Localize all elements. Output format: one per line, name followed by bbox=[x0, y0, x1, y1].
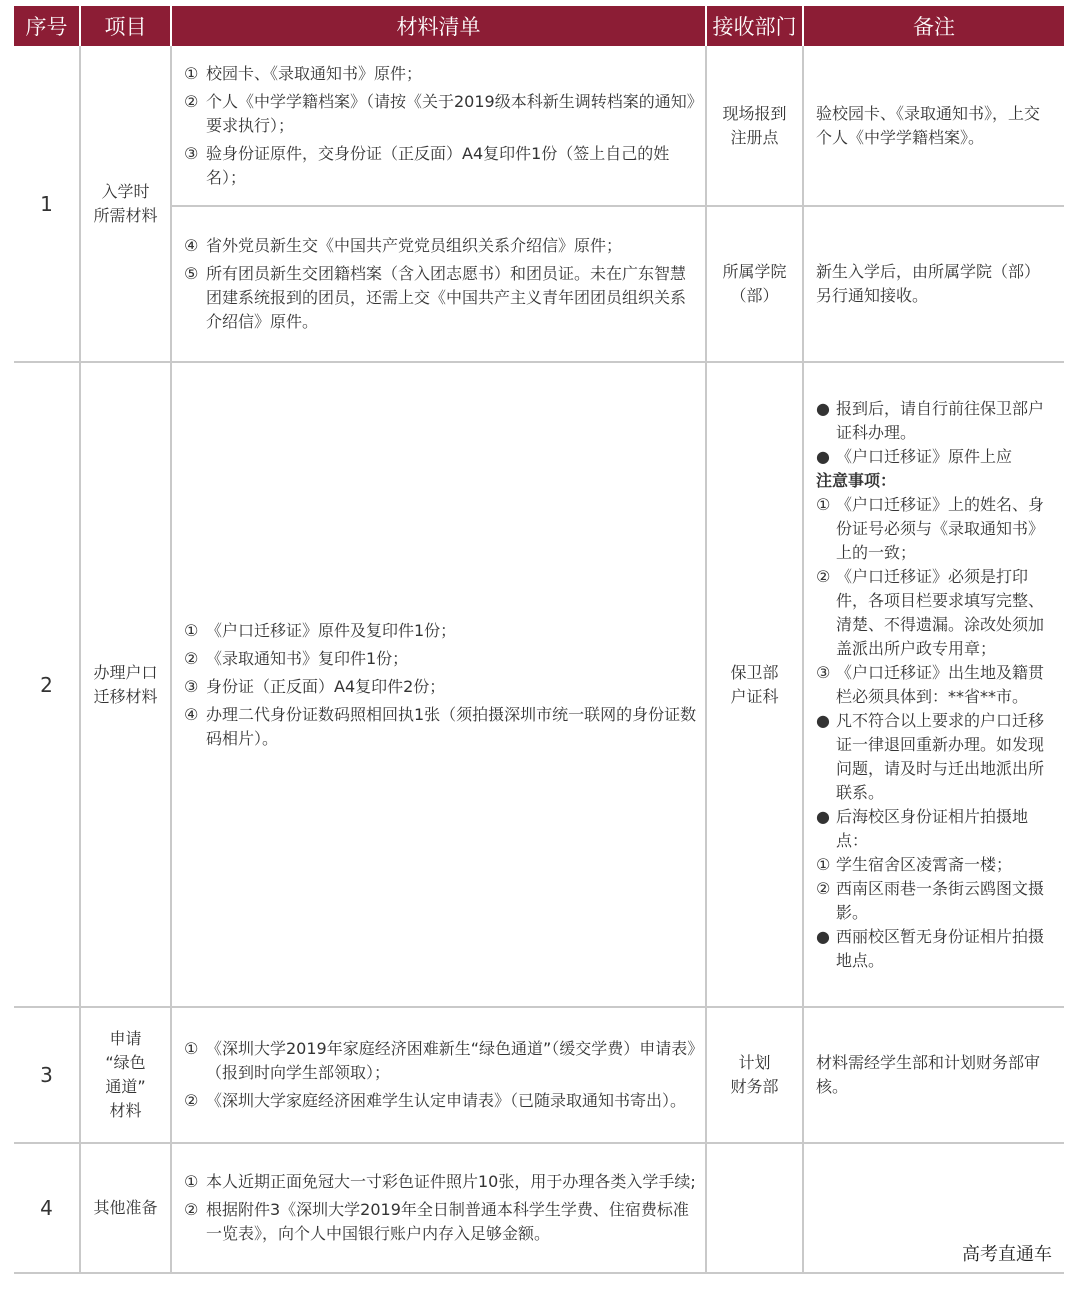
notes-cell bbox=[803, 362, 1064, 1007]
note-item: ② 西南区雨巷一条街云鸥图文摄影。 bbox=[816, 878, 1045, 922]
table-row bbox=[14, 46, 1064, 206]
table-row bbox=[14, 1007, 1064, 1143]
row-item: 其他准备 bbox=[80, 1143, 171, 1273]
row-index: 1 bbox=[14, 46, 80, 362]
notes-cell: 验校园卡、《录取通知书》，上交个人《中学学籍档案》。 bbox=[803, 46, 1064, 206]
note-item: ● 西丽校区暂无身份证相片拍摄地点。 bbox=[816, 926, 1045, 970]
materials-cell bbox=[171, 362, 706, 1007]
table-row bbox=[14, 362, 1064, 1007]
materials-table bbox=[14, 6, 1064, 1274]
note-item: ● 凡不符合以上要求的户口迁移证一律退回重新办理。如发现问题，请及时与迁出地派出所联系。 bbox=[816, 710, 1045, 802]
department-cell: 保卫部 户证科 bbox=[706, 362, 803, 1007]
notes-cell: 材料需经学生部和计划财务部审核。 bbox=[803, 1007, 1064, 1143]
list-item: ③ 身份证（正反面）A4复印件2份； bbox=[184, 676, 446, 696]
list-item: ① 《深圳大学2019年家庭经济困难新生“绿色通道”（缓交学费）申请表》（报到时向学生部领取）； bbox=[184, 1039, 696, 1082]
row-item: 入学时 所需材料 bbox=[80, 46, 171, 362]
list-item: ② 个人《中学学籍档案》（请按《关于2019级本科新生调转档案的通知》要求执行）； bbox=[184, 91, 695, 135]
note-item: ③ 《户口迁移证》出生地及籍贯栏必须具体到：**省**市。 bbox=[816, 662, 1045, 706]
department-cell bbox=[706, 1143, 803, 1273]
list-item: ② 根据附件3《深圳大学2019年全日制普通本科学生学费、住宿费标准一览表》，向个人中国银行账户内存入足够金额。 bbox=[184, 1200, 689, 1243]
note-item: ① 学生宿舍区凌霄斋一楼； bbox=[816, 854, 1013, 874]
list-item: ① 校园卡、《录取通知书》原件； bbox=[184, 63, 423, 83]
row-index: 2 bbox=[14, 362, 80, 1007]
materials-cell bbox=[171, 1143, 706, 1273]
row-item: 申请 “绿色 通道” 材料 bbox=[80, 1007, 171, 1143]
watermark-text: 高考直通车 bbox=[962, 1244, 1052, 1265]
materials-cell bbox=[171, 1007, 706, 1143]
note-item: ① 《户口迁移证》上的姓名、身份证号必须与《录取通知书》上的一致； bbox=[816, 494, 1045, 562]
department-cell: 所属学院 （部） bbox=[706, 206, 803, 362]
note-item: ● 《户口迁移证》原件上应 bbox=[816, 446, 1013, 466]
row-index: 4 bbox=[14, 1143, 80, 1273]
list-item: ① 本人近期正面免冠大一寸彩色证件照片10张，用于办理各类入学手续; bbox=[184, 1172, 696, 1191]
table-row bbox=[14, 1143, 1064, 1273]
materials-cell bbox=[171, 46, 706, 206]
list-item: ⑤ 所有团员新生交团籍档案（含入团志愿书）和团员证。未在广东智慧团建系统报到的团员，还需上交《中国共产主义青年团团员组织关系介绍信》原件。 bbox=[184, 264, 687, 331]
note-item: ● 报到后，请自行前往保卫部户证科办理。 bbox=[816, 398, 1045, 442]
note-item: ② 《户口迁移证》必须是打印件，各项目栏要求填写完整、清楚、不得遗漏。涂改处须加盖派出所户政专用章； bbox=[816, 566, 1045, 658]
list-item: ① 《户口迁移证》原件及复印件1份； bbox=[184, 620, 457, 640]
header-department: 接收部门 bbox=[706, 6, 803, 46]
department-cell: 现场报到 注册点 bbox=[706, 46, 803, 206]
list-item: ④ 省外党员新生交《中国共产党党员组织关系介绍信》原件； bbox=[184, 236, 623, 255]
department-cell: 计划 财务部 bbox=[706, 1007, 803, 1143]
header-item: 项目 bbox=[80, 6, 171, 46]
list-item: ④ 办理二代身份证数码照相回执1张（须拍摄深圳市统一联网的身份证数码相片）。 bbox=[184, 704, 697, 748]
list-item: ② 《深圳大学家庭经济困难学生认定申请表》（已随录取通知书寄出）。 bbox=[184, 1091, 687, 1110]
list-item: ② 《录取通知书》复印件1份； bbox=[184, 648, 409, 668]
table-row bbox=[14, 206, 1064, 362]
note-heading: 注意事项： bbox=[816, 470, 897, 490]
header-row bbox=[14, 6, 1064, 46]
list-item: ③ 验身份证原件，交身份证（正反面）A4复印件1份（签上自己的姓名）； bbox=[184, 143, 670, 187]
header-notes: 备注 bbox=[803, 6, 1064, 46]
row-item: 办理户口 迁移材料 bbox=[80, 362, 171, 1007]
header-materials: 材料清单 bbox=[171, 6, 706, 46]
note-item: ● 后海校区身份证相片拍摄地点： bbox=[816, 806, 1029, 850]
materials-cell bbox=[171, 206, 706, 362]
notes-cell: 新生入学后，由所属学院（部）另行通知接收。 bbox=[803, 206, 1064, 362]
row-index: 3 bbox=[14, 1007, 80, 1143]
header-index: 序号 bbox=[14, 6, 80, 46]
